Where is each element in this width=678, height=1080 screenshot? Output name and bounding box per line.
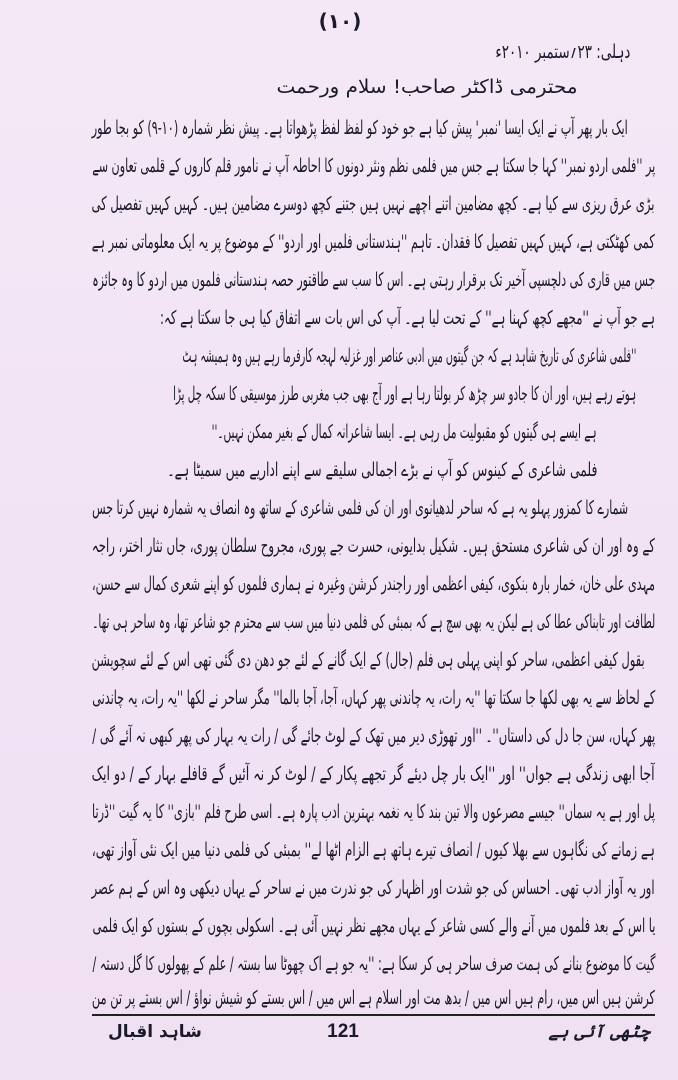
page-number: 121 bbox=[327, 1021, 359, 1042]
letter-date: دہلی: ۲۳؍ستمبر ۲۰۱۰ء bbox=[495, 41, 630, 63]
text-line: کمی کھٹکتی ہے، کہیں کہیں تفصیل کا فقدان۔ تاہم ''ہندستانی فلمیں اور اردو'' کے موضوع پر یہ ایک معلوماتی نمبر ہے bbox=[92, 231, 655, 253]
text-line: فلمی شاعری کے کینوس کو آپ نے بڑے اجمالی سلیقے سے اپنے اداریے میں سمیٹا ہے۔ bbox=[167, 459, 597, 481]
text-line: ہے جو آپ نے ''مجھے کچھ کہنا ہے'' کے تحت لیا ہے۔ آپ کی اس بات سے اتفاق کیا ہی جا سکتا ہے کہ: bbox=[160, 307, 655, 329]
letter-number: (۱۰) bbox=[318, 9, 362, 33]
text-line: کرشن ہیں اس میں، رام ہیں اس میں / بدھ مت اور اسلام ہے اس میں / اس بستے کو شیش نواؤ / اس بستے پر تن من bbox=[92, 987, 655, 1009]
text-line: جس میں قاری کی دلچسپی آخیر تک برقرار رہتی ہے۔ اس کا سب سے طاقتور حصہ ہندستانی فلموں میں اردو کا وہ جائزہ bbox=[92, 269, 655, 291]
letter-salutation: محترمی ڈاکٹر صاحب! سلام ورحمت bbox=[277, 76, 578, 98]
text-line: آجا ابھی زندگی ہے جواں'' اور ''ایک بار چل دیئے گر تجھے پکار کے / لوٹ کر نہ آئیں گے قافلے بہار کے / دو ایک bbox=[92, 763, 655, 785]
footer-rule bbox=[92, 1014, 655, 1016]
footer-author: شاہد اقبال bbox=[108, 1022, 202, 1042]
footer-book-title: چٹھی آئی ہے bbox=[548, 1022, 650, 1042]
quote-line: ہے ایسے ہی گیتوں کو مقبولیت مل رہی ہے۔ ایسا شاعرانہ کمال کے بغیر ممکن نہیں۔'' bbox=[212, 421, 597, 443]
text-line: ایک بار پھر آپ نے ایک ایسا 'نمبر' پیش کیا ہے جو خود کو لفظ لفظ پڑھواتا ہے۔ پیش نظر شمارہ (۱۰-۹) کو بجا طور bbox=[92, 117, 628, 139]
text-line: یا اس کے بعد فلموں میں آنے والے کسی شاعر کے یہاں مجھے نظر نہیں آئی ہے۔ اسکولی بچوں کے بستوں کو ایک فلمی bbox=[92, 915, 655, 937]
text-line: گیت کا موضوع بنانے کی ہمت صرف ساحر ہی کر سکا ہے: ''یہ جو ہے اک چھوٹا سا بستہ / علم کے پھولوں کا گل دستہ / bbox=[92, 953, 655, 975]
text-line: پھر کہاں، سن جا دل کی داستاں''۔ ''اور تھوڑی دیر میں تھک کے لوٹ جائے گی / رات یہ بہار کی پھر کبھی نہ آئے گی / bbox=[92, 725, 655, 747]
text-line: مہدی علی خان، خمار بارہ بنکوی، کیفی اعظمی اور راجندر کرشن وغیرہ نے ہماری فلموں کو اپنے شعری کمال سے حسن، bbox=[92, 573, 655, 595]
text-line: کے وہ اور ان کی شاعری مستحق ہیں۔ شکیل بدایونی، حسرت جے پوری، مجروح سلطان پوری، جاں نثار اختر، راجہ bbox=[92, 535, 655, 557]
text-line: پر ''فلمی اردو نمبر'' کہا جا سکتا ہے جس میں فلمی نظم ونثر دونوں کا احاطہ آپ نے نامور قلم کاروں کے قلمی تعاون سے bbox=[92, 155, 655, 177]
text-line: ہے زمانے کی نگاہوں سے بھلا کیوں / انصاف تیرے ہاتھ ہے الزام اٹھا لے'' بمبئی کی فلمی دنیا میں ایک نئی آواز تھی، bbox=[92, 839, 655, 861]
text-line: شمارے کا کمزور پہلو یہ ہے کہ ساحر لدھیانوی اور ان کی فلمی شاعری کے ساتھ وہ انصاف یہ شمارہ نہیں کرتا جس bbox=[92, 497, 628, 519]
text-line: بڑی عرق ریزی سے کیا ہے۔ کچھ مضامین اتنے اچھے نہیں ہیں جتنے کچھ دوسرے مضامین ہیں۔ کہیں کہیں تفصیل کی bbox=[92, 193, 655, 215]
quote-line: ہوتے رہے ہیں، اور ان کا جادو سر چڑھ کر بولتا رہا ہے اور آج بھی جب مغربی طرز موسیقی کا سکہ چل پڑا bbox=[173, 383, 636, 405]
text-line: اور یہ آواز ادب تھی۔ احساس کی جو شدت اور اظہار کی جو ندرت میں نے ساحر کے یہاں دیکھی وہ اس کے ہم عصر bbox=[92, 877, 655, 899]
text-line: بقول کیفی اعظمی، ساحر کو اپنی پہلی ہی فلم (جال) کے ایک گانے کے لئے جو دھن دی گئی تھی اس کے لئے سچویشن bbox=[92, 649, 645, 671]
text-line: لطافت اور تابناکی عطا کی ہے لیکن یہ بھی سچ ہے کہ بمبئی کی فلمی دنیا میں سب سے محترم جو شاعر تھا، وہ ساحر ہی تھا۔ bbox=[92, 611, 655, 633]
quote-line: ''فلمی شاعری کی تاریخ شاہد ہے کہ جن گیتوں میں ادبی عناصر اور غزلیہ لہجہ کارفرما رہے ہیں وہ ہمیشہ ہٹ bbox=[182, 345, 636, 367]
text-line: پل اور ہے یہ سماں'' جیسے مصرعوں والا تین بند کا یہ نغمہ بہترین ادب پارہ ہے۔ اسی طرح فلم ''بازی'' کا یہ گیت ''ڈرتا bbox=[92, 801, 655, 823]
text-line: کے لحاظ سے یہ بھی لکھا جا سکتا تھا ''یہ رات، یہ چاندنی پھر کہاں، آجا، آجا بالما'' مگر ساحر نے لکھا ''یہ رات، یہ چاندنی bbox=[92, 687, 655, 709]
